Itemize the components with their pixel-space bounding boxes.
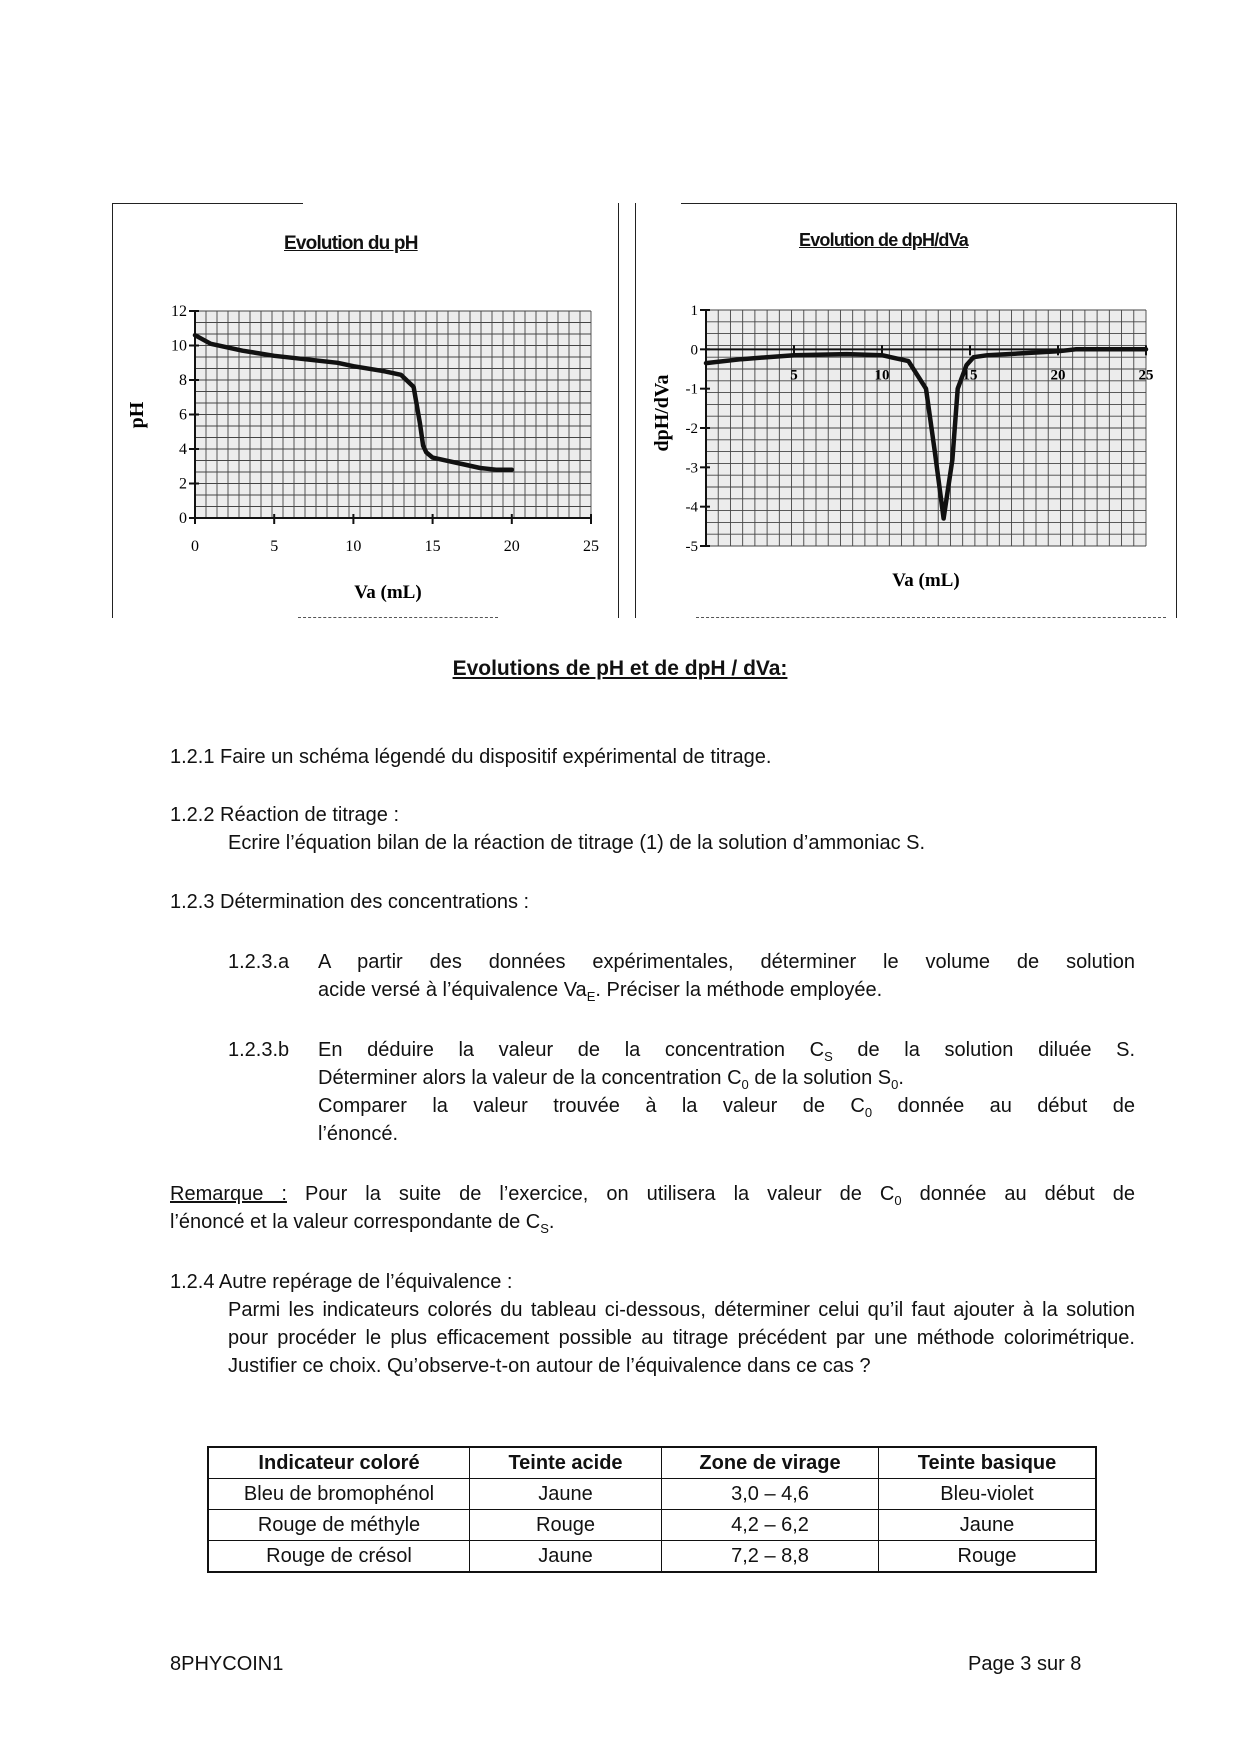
y-tick-label: 2 [179, 475, 187, 493]
column-header: Teinte basique [879, 1447, 1097, 1479]
question-1-2-2-body: Ecrire l’équation bilan de la réaction de titrage (1) de la solution d’ammoniac S. [228, 832, 926, 854]
remark-line2 [170, 1208, 554, 1243]
y-tick-label: 8 [179, 372, 187, 389]
text: Pour la suite de l’exercice, on utilisera la valeur de C [286, 1183, 895, 1205]
y-tick-label: 0 [179, 510, 187, 527]
ph-chart-frame [112, 203, 619, 618]
subscript: 0 [891, 1077, 899, 1092]
x-tick-label: 10 [874, 367, 890, 384]
text: donnée au début de [872, 1095, 1135, 1117]
question-1-2-3-b-line3 [318, 1092, 1135, 1127]
question-1-2-3-a-line2 [318, 976, 882, 1011]
table-cell: Jaune [470, 1541, 662, 1573]
text: . Préciser la méthode employée. [595, 979, 883, 1001]
text: donnée au début de [901, 1183, 1135, 1205]
dph-chart [636, 203, 1176, 618]
x-tick-label: 15 [962, 367, 978, 384]
question-1-2-3-heading: 1.2.3 Détermination des concentrations : [170, 891, 530, 913]
text: de la solution diluée S. [832, 1039, 1135, 1061]
ph-chart [113, 203, 618, 618]
subscript: 0 [741, 1077, 749, 1092]
text: Comparer la valeur trouvée à la valeur de C [318, 1095, 865, 1117]
remark-label: Remarque : [170, 1183, 287, 1205]
y-tick-label: 6 [179, 406, 187, 424]
table-row [208, 1510, 1096, 1541]
column-header: Indicateur coloré [208, 1447, 470, 1479]
x-tick-label: 5 [270, 538, 279, 555]
question-1-2-3-a-line1: A partir des données expérimentales, déterminer le volume de solution [318, 951, 1135, 973]
x-tick-label: 0 [191, 538, 199, 555]
question-1-2-3-b-line4: l’énoncé. [318, 1123, 399, 1145]
question-1-2-1: 1.2.1 Faire un schéma légendé du dispositif expérimental de titrage. [170, 746, 772, 768]
text: . [548, 1211, 555, 1233]
table-cell: 7,2 – 8,8 [662, 1541, 879, 1573]
x-tick-label: 15 [424, 538, 441, 555]
subscript: S [540, 1221, 549, 1236]
y-tick-label: -2 [685, 421, 698, 437]
dph-chart-frame [635, 203, 1177, 618]
ph-chart-title: Evolution du pH [284, 233, 418, 254]
x-tick-label: 25 [583, 538, 599, 555]
y-tick-label: 4 [179, 441, 187, 458]
y-axis-label: pH [126, 401, 148, 429]
subscript: E [586, 989, 596, 1004]
footer-code: 8PHYCOIN1 [170, 1653, 284, 1675]
section-title: Evolutions de pH et de dpH / dVa: [452, 657, 788, 680]
footer-page-number: Page 3 sur 8 [968, 1653, 1082, 1675]
table-cell: Bleu-violet [879, 1479, 1097, 1510]
table-cell: Jaune [879, 1510, 1097, 1541]
text: . [898, 1067, 904, 1089]
table-cell: Rouge de crésol [208, 1541, 470, 1573]
y-tick-label: -3 [685, 460, 698, 477]
indicator-table [207, 1446, 1097, 1573]
column-header: Zone de virage [662, 1447, 879, 1479]
subscript: 0 [864, 1105, 873, 1120]
table-row [208, 1479, 1096, 1510]
question-1-2-4-heading: 1.2.4 Autre repérage de l’équivalence : [170, 1271, 513, 1293]
table-header-row [208, 1447, 1096, 1479]
table-cell: Rouge [470, 1510, 662, 1541]
table-cell: Rouge de méthyle [208, 1510, 470, 1541]
x-axis-label: Va (mL) [354, 582, 422, 603]
y-tick-label: -5 [685, 539, 698, 555]
dph-chart-title: Evolution de dpH/dVa [799, 230, 969, 250]
question-1-2-3-a-number: 1.2.3.a [228, 951, 290, 973]
x-tick-label: 20 [503, 538, 520, 555]
table-cell: 4,2 – 6,2 [662, 1510, 879, 1541]
table-cell: Bleu de bromophénol [208, 1479, 470, 1510]
table-row [208, 1541, 1096, 1573]
text: acide versé à l’équivalence Va [318, 979, 587, 1001]
y-tick-label: -4 [685, 499, 698, 516]
question-1-2-4-body: Parmi les indicateurs colorés du tableau ci-dessous, déterminer celui qu’il faut ajouter à la solution pour procéder le plus efficacement possible au titrage précédent par une méthode colorimétrique. Justifier ce choix. Qu’observe-t-on autour de l’équivalence dans ce cas ? [228, 1299, 1135, 1377]
subscript: 0 [894, 1193, 902, 1208]
y-axis-label: dpH/dVa [651, 374, 673, 452]
column-header: Teinte acide [470, 1447, 662, 1479]
text: En déduire la valeur de la concentration C [318, 1039, 825, 1061]
y-tick-label: 1 [690, 303, 698, 319]
text: l’énoncé et la valeur correspondante de C [170, 1211, 541, 1233]
y-tick-label: 12 [171, 303, 187, 320]
subscript: S [824, 1049, 833, 1064]
y-tick-label: 0 [690, 342, 698, 359]
x-tick-label: 10 [345, 538, 362, 555]
y-tick-label: 10 [171, 337, 187, 355]
text: Déterminer alors la valeur de la concentration C [318, 1067, 742, 1089]
question-1-2-2-heading: 1.2.2 Réaction de titrage : [170, 804, 400, 826]
table-cell: Rouge [879, 1541, 1097, 1573]
question-1-2-3-b-number: 1.2.3.b [228, 1039, 290, 1061]
x-tick-label: 5 [790, 367, 798, 384]
text: de la solution S [748, 1067, 892, 1089]
table-cell: 3,0 – 4,6 [662, 1479, 879, 1510]
x-tick-label: 25 [1138, 367, 1154, 384]
y-tick-label: -1 [685, 381, 698, 398]
x-axis-label: Va (mL) [892, 570, 960, 591]
x-tick-label: 20 [1050, 367, 1066, 384]
table-cell: Jaune [470, 1479, 662, 1510]
